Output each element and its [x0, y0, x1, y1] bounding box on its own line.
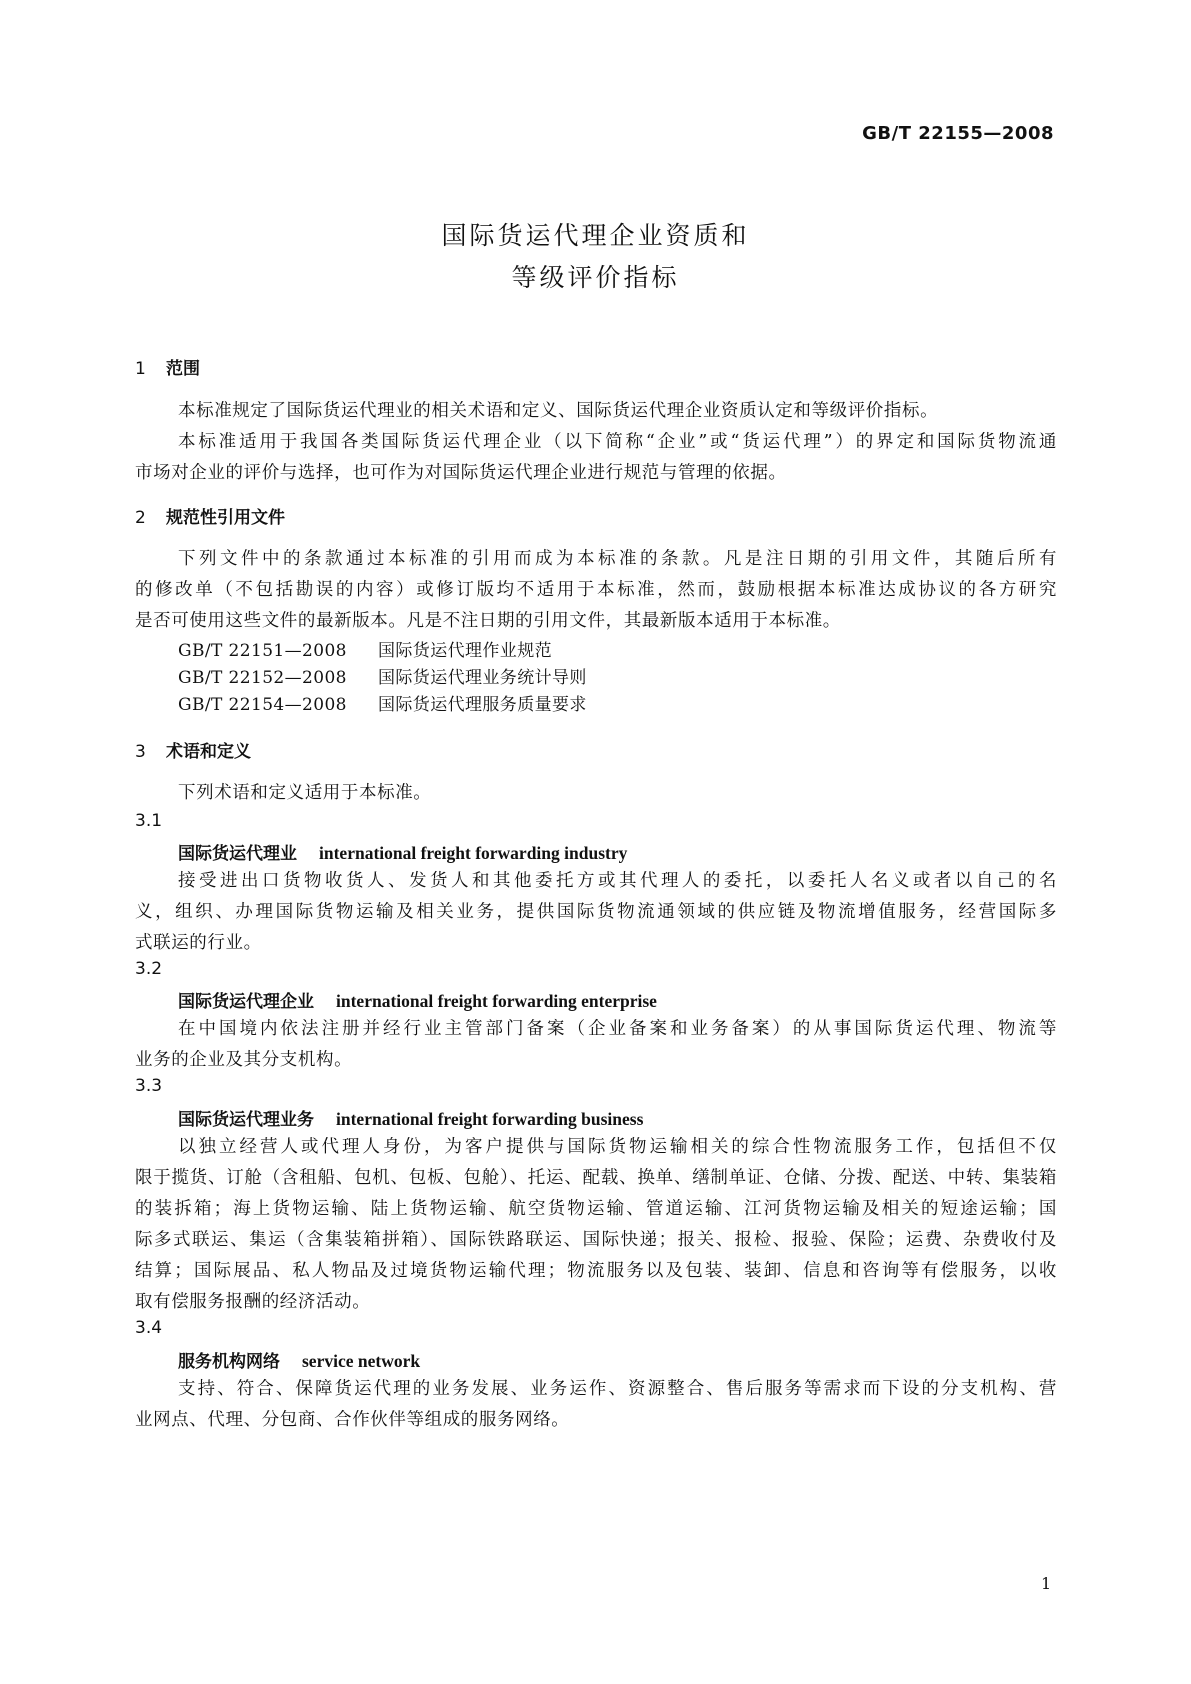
term-heading [178, 987, 657, 1012]
reference-title: 国际货运代理业务统计导则 [378, 668, 587, 688]
definition-line: 支持、符合、保障货运代理的业务发展、业务运作、资源整合、售后服务等需求而下设的分支机构、营 [178, 1379, 1057, 1399]
paragraph: 是否可使用这些文件的最新版本。凡是不注日期的引用文件，其最新版本适用于本标准。 [135, 611, 841, 631]
term-heading [178, 1105, 643, 1130]
term-english: international freight forwarding industry [319, 843, 628, 863]
reference-code: GB/T 22151—2008 [178, 641, 347, 661]
term-chinese: 国际货运代理企业 [178, 992, 314, 1012]
section-title: 术语和定义 [166, 742, 251, 762]
paragraph: 市场对企业的评价与选择，也可作为对国际货运代理企业进行规范与管理的依据。 [135, 463, 787, 483]
definition-line: 以独立经营人或代理人身份，为客户提供与国际货物运输相关的综合性物流服务工作，包括但不仅 [178, 1137, 1057, 1157]
section-title: 范围 [166, 359, 200, 379]
definition-line: 式联运的行业。 [135, 933, 262, 953]
definition-line: 际多式联运、集运（含集装箱拼箱）、国际铁路联运、国际快递；报关、报检、报验、保险；运费、杂费收付及 [135, 1230, 1057, 1250]
paragraph: 本标准适用于我国各类国际货运代理企业（以下简称“企业”或“货运代理”）的界定和国际货物流通 [178, 432, 1057, 452]
page-number: 1 [1041, 1574, 1052, 1593]
section-number: 3 [135, 742, 146, 762]
term-heading [178, 839, 627, 864]
definition-line: 结算；国际展品、私人物品及过境货物运输代理；物流服务以及包装、装卸、信息和咨询等有偿服务，以收 [135, 1261, 1057, 1281]
term-english: international freight forwarding enterprise [336, 991, 657, 1011]
definition-line: 接受进出口货物收货人、发货人和其他委托方或其代理人的委托，以委托人名义或者以自己的名 [178, 871, 1057, 891]
definition-line: 取有偿服务报酬的经济活动。 [135, 1292, 371, 1312]
reference-item [178, 663, 587, 688]
term-english: international freight forwarding business [336, 1109, 644, 1129]
section-number: 1 [135, 359, 146, 379]
section-2-heading [135, 503, 285, 528]
section-3-heading [135, 737, 251, 762]
paragraph: 的修改单（不包括勘误的内容）或修订版均不适用于本标准，然而，鼓励根据本标准达成协议的各方研究 [135, 580, 1057, 600]
definition-line: 义，组织、办理国际货物运输及相关业务，提供国际货物流通领域的供应链及物流增值服务，经营国际多 [135, 902, 1057, 922]
clause-number: 3.2 [135, 959, 163, 979]
definition-line: 的装拆箱；海上货物运输、陆上货物运输、航空货物运输、管道运输、江河货物运输及相关的短途运输；国 [135, 1199, 1057, 1219]
paragraph: 本标准规定了国际货运代理业的相关术语和定义、国际货运代理企业资质认定和等级评价指标。 [178, 401, 939, 421]
reference-code: GB/T 22154—2008 [178, 695, 347, 715]
section-1-heading [135, 354, 200, 379]
paragraph: 下列文件中的条款通过本标准的引用而成为本标准的条款。凡是注日期的引用文件，其随后所有 [178, 549, 1057, 569]
reference-item [178, 690, 587, 715]
document-title-line-1: 国际货运代理企业资质和 [441, 221, 750, 250]
term-chinese: 国际货运代理业务 [178, 1110, 314, 1130]
standard-number: GB/T 22155—2008 [862, 123, 1054, 144]
definition-line: 业务的企业及其分支机构。 [135, 1050, 353, 1070]
term-english: service network [302, 1351, 421, 1371]
definition-line: 限于揽货、订舱（含租船、包机、包板、包舱）、托运、配载、换单、缮制单证、仓储、分拨、配送、中转、集装箱 [135, 1168, 1057, 1188]
term-chinese: 国际货运代理业 [178, 844, 297, 864]
clause-number: 3.1 [135, 811, 163, 831]
section-number: 2 [135, 508, 146, 528]
paragraph: 下列术语和定义适用于本标准。 [178, 783, 432, 803]
definition-line: 业网点、代理、分包商、合作伙伴等组成的服务网络。 [135, 1410, 570, 1430]
term-chinese: 服务机构网络 [178, 1352, 280, 1372]
definition-line: 在中国境内依法注册并经行业主管部门备案（企业备案和业务备案）的从事国际货运代理、物流等 [178, 1019, 1057, 1039]
reference-title: 国际货运代理服务质量要求 [378, 695, 587, 715]
section-title: 规范性引用文件 [166, 508, 285, 528]
clause-number: 3.3 [135, 1076, 163, 1096]
reference-title: 国际货运代理作业规范 [378, 641, 552, 661]
reference-code: GB/T 22152—2008 [178, 668, 347, 688]
term-heading [178, 1347, 420, 1372]
clause-number: 3.4 [135, 1318, 163, 1338]
reference-item [178, 636, 552, 661]
document-title-line-2: 等级评价指标 [511, 263, 680, 292]
